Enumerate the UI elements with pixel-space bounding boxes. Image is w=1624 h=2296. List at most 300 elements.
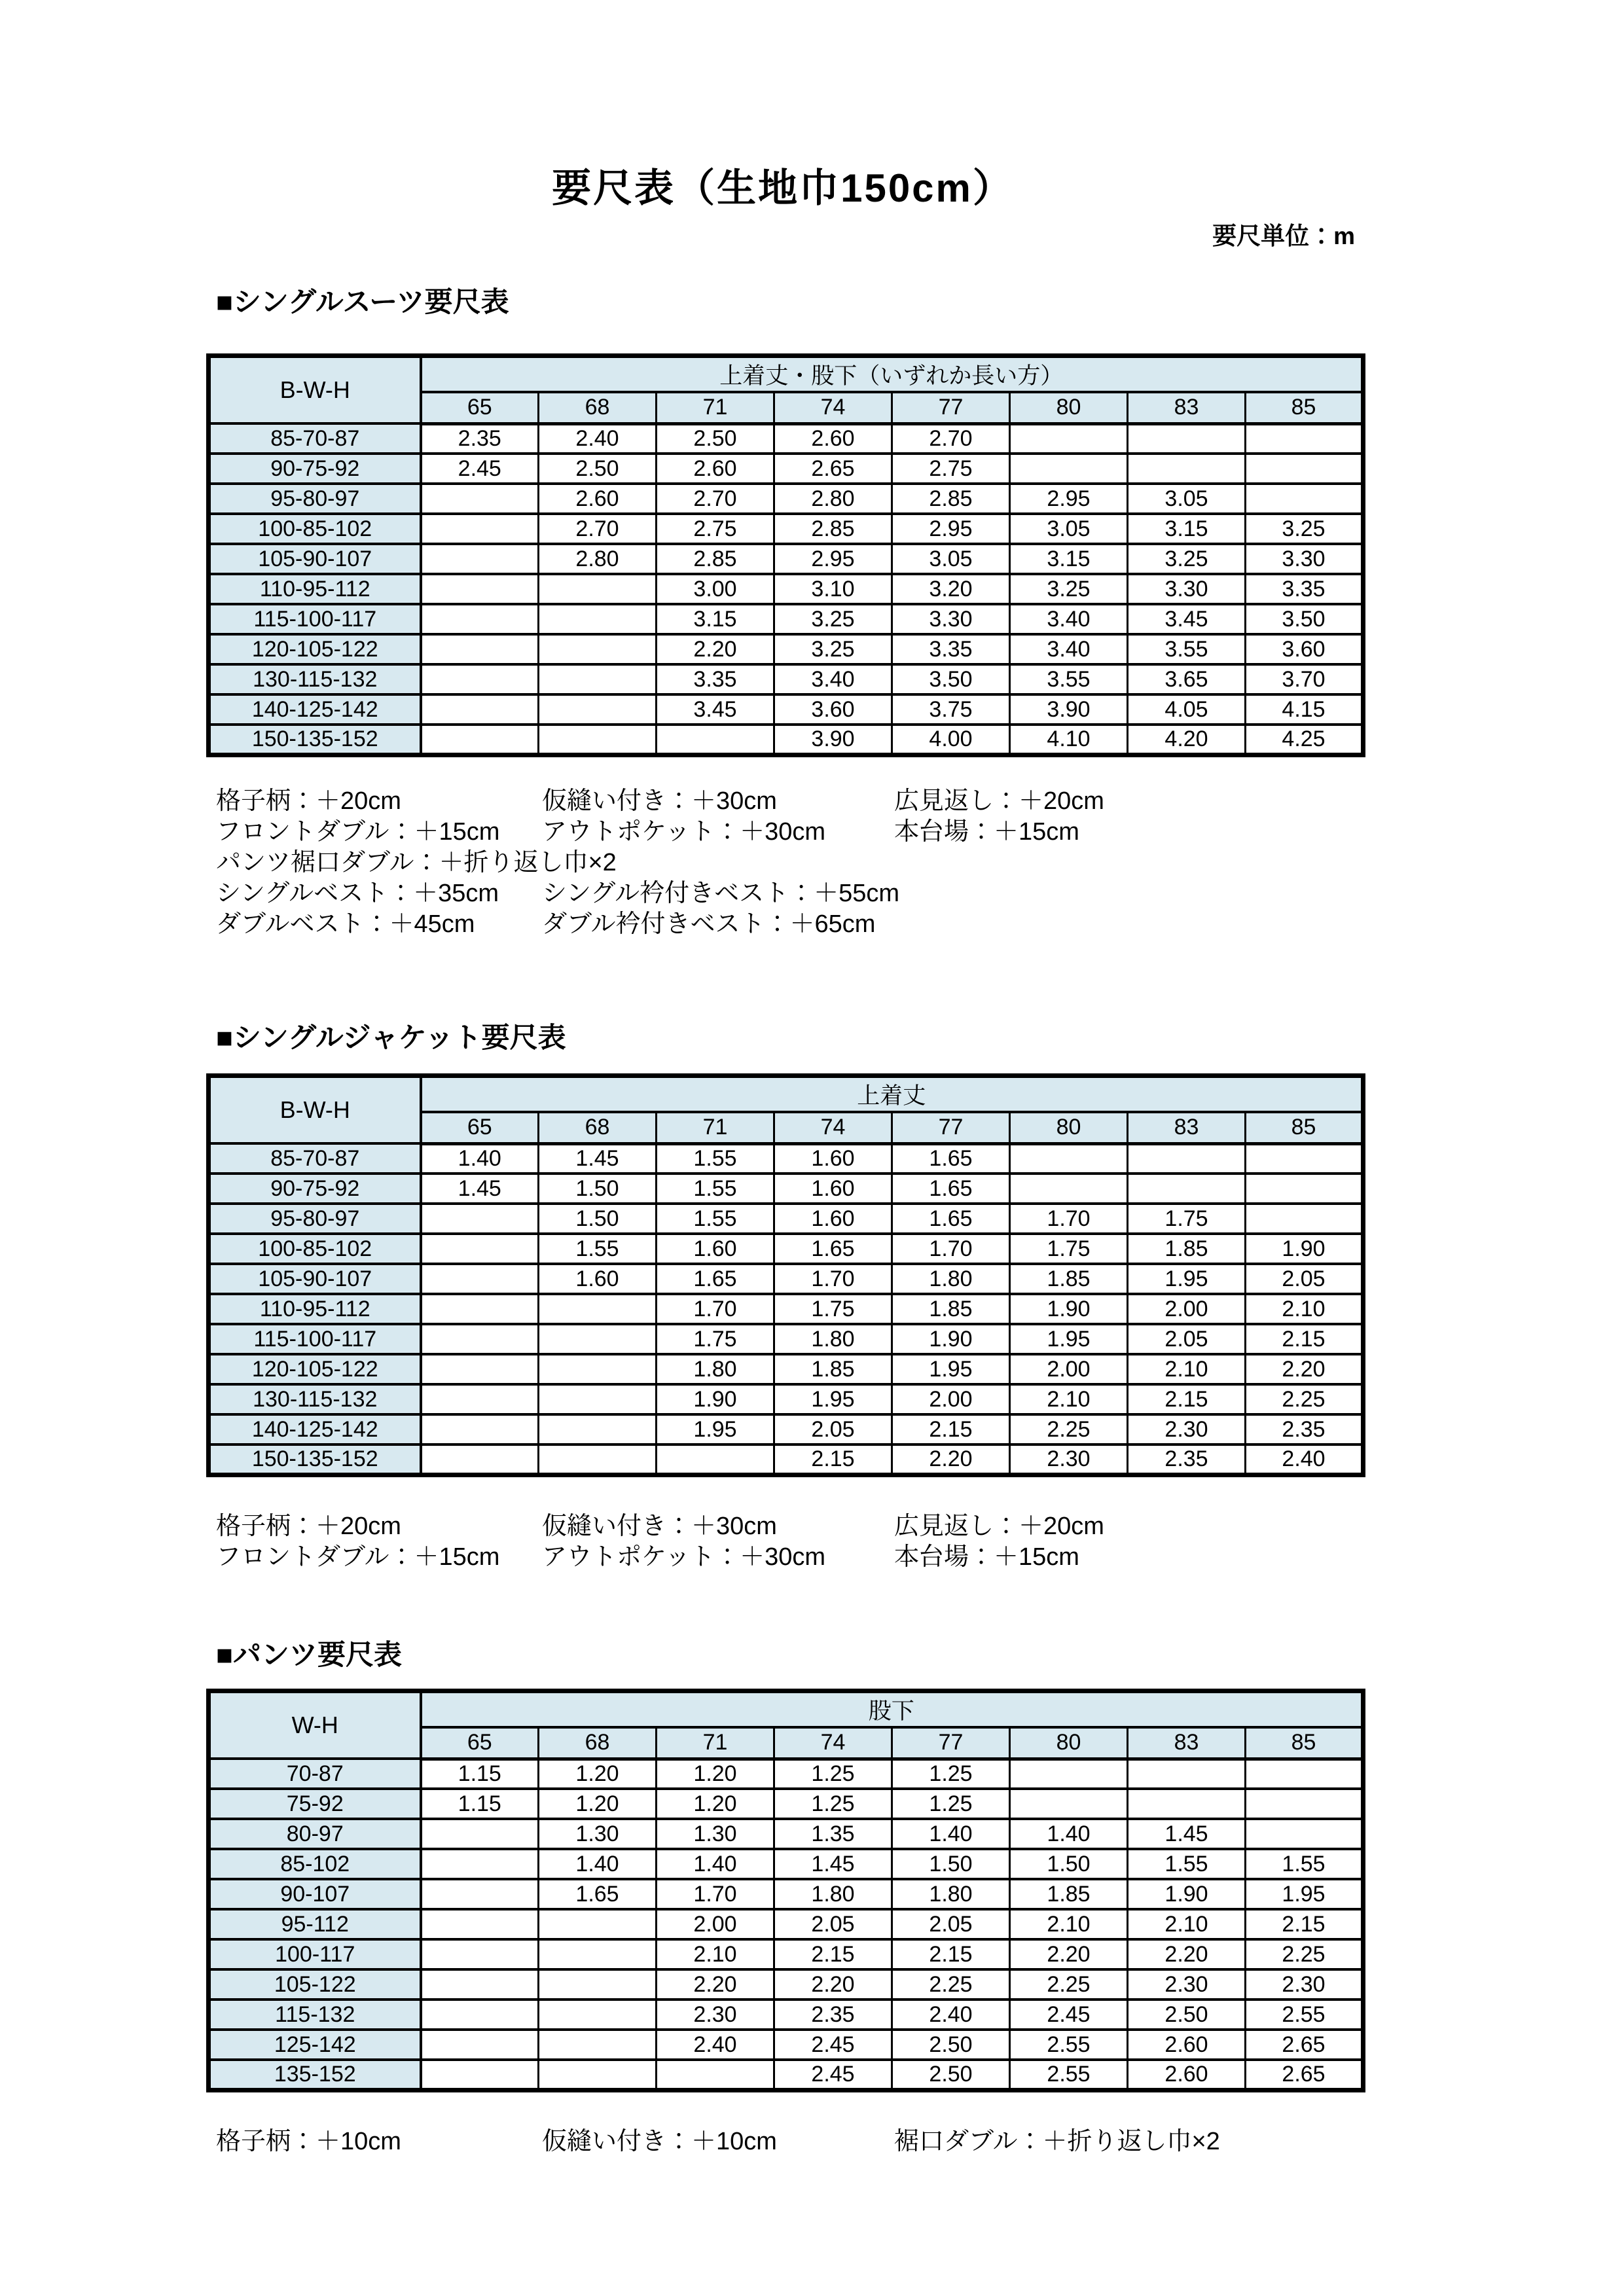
size-header-cell: 65 [421, 1112, 539, 1143]
value-cell: 3.05 [1010, 514, 1128, 544]
row-header-cell: W-H [209, 1691, 421, 1759]
value-cell: 4.00 [892, 725, 1010, 755]
value-cell: 1.80 [774, 1879, 892, 1909]
value-cell: 2.30 [657, 2000, 774, 2030]
value-cell [421, 1234, 539, 1264]
size-header-cell: 80 [1010, 1727, 1128, 1759]
value-cell [539, 1354, 657, 1384]
value-cell: 2.00 [1010, 1354, 1128, 1384]
table-row [209, 2000, 1363, 2030]
value-cell: 2.95 [1010, 484, 1128, 514]
value-cell: 3.30 [892, 604, 1010, 634]
table-row [209, 1909, 1363, 1939]
value-cell [539, 1909, 657, 1939]
value-cell: 1.45 [421, 1174, 539, 1204]
value-cell [539, 574, 657, 604]
note-line [216, 1536, 1460, 1571]
table-row [209, 1759, 1363, 1789]
value-cell: 1.95 [1246, 1879, 1363, 1909]
value-cell: 4.05 [1128, 694, 1246, 725]
value-cell [539, 1324, 657, 1354]
value-cell [1010, 423, 1128, 454]
value-cell: 3.05 [892, 544, 1010, 574]
value-cell: 2.75 [657, 514, 774, 544]
value-cell: 1.90 [1010, 1294, 1128, 1324]
note-item: シングル衿付きベスト：＋55cm [542, 880, 900, 907]
note-item: フロントダブル：＋15cm [216, 1543, 500, 1571]
value-cell: 1.85 [1010, 1879, 1128, 1909]
value-cell: 2.65 [1246, 2060, 1363, 2090]
value-cell: 1.80 [657, 1354, 774, 1384]
table-row [209, 574, 1363, 604]
pants-notes [216, 2121, 1460, 2155]
value-cell: 2.25 [892, 1969, 1010, 2000]
value-cell [1128, 423, 1246, 454]
value-cell: 1.40 [657, 1849, 774, 1879]
value-cell: 2.15 [774, 1444, 892, 1475]
value-cell: 2.05 [1128, 1324, 1246, 1354]
note-item: 仮縫い付き：＋30cm [542, 1513, 777, 1540]
value-cell: 2.50 [892, 2030, 1010, 2060]
value-cell: 2.10 [1128, 1354, 1246, 1384]
value-cell: 1.20 [539, 1759, 657, 1789]
value-cell [539, 1294, 657, 1324]
value-cell: 3.35 [1246, 574, 1363, 604]
value-cell [539, 1384, 657, 1414]
value-cell [1010, 1789, 1128, 1819]
table-row [209, 664, 1363, 694]
value-cell [1010, 1143, 1128, 1174]
table-row [209, 1143, 1363, 1174]
table-row [209, 1234, 1363, 1264]
value-cell [421, 2000, 539, 2030]
note-item: 仮縫い付き：＋10cm [542, 2128, 777, 2155]
value-cell: 2.45 [421, 454, 539, 484]
size-header-cell: 71 [657, 392, 774, 423]
value-cell: 2.60 [774, 423, 892, 454]
value-cell: 4.25 [1246, 725, 1363, 755]
size-header-cell: 68 [539, 1727, 657, 1759]
value-cell: 3.55 [1010, 664, 1128, 694]
size-header-cell: 85 [1246, 392, 1363, 423]
row-label-cell: 100-117 [209, 1939, 421, 1969]
value-cell [421, 1354, 539, 1384]
row-label-cell: 150-135-152 [209, 725, 421, 755]
table-body [209, 1143, 1363, 1475]
value-cell [1246, 484, 1363, 514]
row-label-cell: 125-142 [209, 2030, 421, 2060]
value-cell: 2.85 [892, 484, 1010, 514]
value-cell [421, 514, 539, 544]
value-cell: 2.10 [1010, 1384, 1128, 1414]
row-label-cell: 135-152 [209, 2060, 421, 2090]
table-row [209, 2030, 1363, 2060]
value-cell: 1.50 [1010, 1849, 1128, 1879]
table-body [209, 1759, 1363, 2090]
section-heading-pants: ■パンツ要尺表 [216, 1640, 402, 1671]
value-cell: 2.50 [892, 2060, 1010, 2090]
value-cell: 3.50 [1246, 604, 1363, 634]
size-header-cell: 77 [892, 1727, 1010, 1759]
value-cell [1246, 423, 1363, 454]
value-cell: 1.40 [539, 1849, 657, 1879]
table-row [209, 1444, 1363, 1475]
span-header-cell: 上着丈 [421, 1076, 1363, 1113]
value-cell: 2.65 [1246, 2030, 1363, 2060]
value-cell: 3.70 [1246, 664, 1363, 694]
size-header-cell: 74 [774, 1112, 892, 1143]
value-cell: 3.40 [1010, 604, 1128, 634]
value-cell: 1.65 [892, 1143, 1010, 1174]
value-cell [421, 484, 539, 514]
value-cell: 3.30 [1128, 574, 1246, 604]
value-cell [1246, 1789, 1363, 1819]
header-row-span [209, 1691, 1363, 1728]
value-cell: 1.55 [657, 1143, 774, 1174]
size-header-cell: 65 [421, 1727, 539, 1759]
value-cell: 2.00 [892, 1384, 1010, 1414]
jacket-table [206, 1073, 1365, 1477]
value-cell: 1.75 [657, 1324, 774, 1354]
value-cell: 2.20 [1010, 1939, 1128, 1969]
value-cell [657, 1444, 774, 1475]
table-body [209, 423, 1363, 755]
value-cell: 1.40 [1010, 1819, 1128, 1849]
note-item: 裾口ダブル：＋折り返し巾×2 [894, 2128, 1220, 2155]
value-cell: 2.30 [1010, 1444, 1128, 1475]
value-cell: 2.60 [657, 454, 774, 484]
note-item: 格子柄：＋10cm [216, 2128, 401, 2155]
section-heading-suit: ■シングルスーツ要尺表 [216, 287, 509, 318]
table-row [209, 423, 1363, 454]
value-cell [421, 1909, 539, 1939]
value-cell: 1.20 [539, 1789, 657, 1819]
note-item: フロントダブル：＋15cm [216, 818, 500, 846]
row-label-cell: 130-115-132 [209, 664, 421, 694]
value-cell: 1.70 [657, 1294, 774, 1324]
table-row [209, 694, 1363, 725]
value-cell: 1.65 [774, 1234, 892, 1264]
value-cell: 2.10 [1010, 1909, 1128, 1939]
value-cell: 2.15 [1246, 1909, 1363, 1939]
row-label-cell: 90-75-92 [209, 1174, 421, 1204]
value-cell: 1.50 [539, 1204, 657, 1234]
value-cell [421, 694, 539, 725]
value-cell: 1.65 [892, 1174, 1010, 1204]
row-label-cell: 100-85-102 [209, 514, 421, 544]
size-header-cell: 71 [657, 1112, 774, 1143]
value-cell [1246, 1174, 1363, 1204]
value-cell: 1.95 [1010, 1324, 1128, 1354]
value-cell: 2.95 [892, 514, 1010, 544]
value-cell: 1.75 [774, 1294, 892, 1324]
note-item: アウトポケット：＋30cm [542, 1543, 826, 1571]
value-cell [657, 725, 774, 755]
value-cell: 2.20 [657, 634, 774, 664]
value-cell [421, 1879, 539, 1909]
value-cell: 2.35 [774, 2000, 892, 2030]
header-row-span [209, 356, 1363, 393]
table-row [209, 1384, 1363, 1414]
value-cell [1246, 1204, 1363, 1234]
value-cell [539, 2060, 657, 2090]
value-cell [421, 1819, 539, 1849]
table-row [209, 1414, 1363, 1444]
value-cell: 2.05 [892, 1909, 1010, 1939]
value-cell: 2.80 [539, 544, 657, 574]
value-cell: 2.70 [892, 423, 1010, 454]
value-cell [421, 1204, 539, 1234]
value-cell [539, 634, 657, 664]
value-cell: 2.75 [892, 454, 1010, 484]
value-cell [1246, 1759, 1363, 1789]
value-cell: 3.65 [1128, 664, 1246, 694]
value-cell [1010, 1174, 1128, 1204]
header-row-span [209, 1076, 1363, 1113]
row-label-cell: 85-102 [209, 1849, 421, 1879]
value-cell [421, 2060, 539, 2090]
value-cell: 1.70 [1010, 1204, 1128, 1234]
span-header-cell: 上着丈・股下（いずれか長い方） [421, 356, 1363, 393]
value-cell [539, 2030, 657, 2060]
value-cell [539, 1969, 657, 2000]
value-cell: 2.40 [539, 423, 657, 454]
value-cell: 1.25 [892, 1789, 1010, 1819]
value-cell: 2.35 [421, 423, 539, 454]
value-cell: 2.45 [1010, 2000, 1128, 2030]
value-cell: 2.80 [774, 484, 892, 514]
value-cell: 3.40 [1010, 634, 1128, 664]
value-cell: 1.30 [657, 1819, 774, 1849]
value-cell [421, 544, 539, 574]
table-row [209, 1294, 1363, 1324]
value-cell [539, 664, 657, 694]
value-cell: 2.50 [1128, 2000, 1246, 2030]
value-cell [539, 725, 657, 755]
value-cell: 2.85 [657, 544, 774, 574]
size-header-cell: 74 [774, 1727, 892, 1759]
table-row [209, 1789, 1363, 1819]
value-cell: 1.60 [657, 1234, 774, 1264]
value-cell: 1.20 [657, 1759, 774, 1789]
size-header-cell: 65 [421, 392, 539, 423]
value-cell: 2.55 [1010, 2030, 1128, 2060]
unit-note: 要尺単位：m [1212, 223, 1355, 249]
table-row [209, 1264, 1363, 1294]
note-item: 広見返し：＋20cm [894, 787, 1104, 815]
value-cell [1128, 1759, 1246, 1789]
size-header-cell: 74 [774, 392, 892, 423]
row-label-cell: 90-107 [209, 1879, 421, 1909]
row-label-cell: 85-70-87 [209, 423, 421, 454]
row-label-cell: 150-135-152 [209, 1444, 421, 1475]
value-cell: 1.90 [657, 1384, 774, 1414]
row-label-cell: 105-122 [209, 1969, 421, 2000]
value-cell: 2.45 [774, 2030, 892, 2060]
value-cell [1010, 454, 1128, 484]
value-cell: 2.25 [1010, 1969, 1128, 2000]
value-cell: 1.45 [774, 1849, 892, 1879]
value-cell: 3.25 [774, 604, 892, 634]
value-cell: 3.35 [892, 634, 1010, 664]
value-cell: 3.45 [1128, 604, 1246, 634]
note-item: 格子柄：＋20cm [216, 787, 401, 815]
value-cell: 2.30 [1128, 1414, 1246, 1444]
row-label-cell: 115-132 [209, 2000, 421, 2030]
size-header-cell: 83 [1128, 1112, 1246, 1143]
value-cell: 2.55 [1246, 2000, 1363, 2030]
value-cell: 3.35 [657, 664, 774, 694]
value-cell: 2.00 [657, 1909, 774, 1939]
row-label-cell: 110-95-112 [209, 574, 421, 604]
value-cell: 1.30 [539, 1819, 657, 1849]
value-cell: 1.95 [774, 1384, 892, 1414]
size-header-cell: 83 [1128, 1727, 1246, 1759]
size-header-cell: 68 [539, 392, 657, 423]
value-cell [421, 664, 539, 694]
table-row [209, 484, 1363, 514]
value-cell: 1.55 [657, 1174, 774, 1204]
table-row [209, 1174, 1363, 1204]
value-cell: 3.45 [657, 694, 774, 725]
size-header-cell: 68 [539, 1112, 657, 1143]
value-cell [421, 1264, 539, 1294]
value-cell [539, 1939, 657, 1969]
note-line [216, 811, 1460, 846]
size-header-cell: 85 [1246, 1112, 1363, 1143]
value-cell: 1.50 [539, 1174, 657, 1204]
row-label-cell: 75-92 [209, 1789, 421, 1819]
value-cell: 2.50 [657, 423, 774, 454]
value-cell: 2.30 [1128, 1969, 1246, 2000]
value-cell: 3.50 [892, 664, 1010, 694]
value-cell: 2.70 [657, 484, 774, 514]
note-line [216, 903, 1460, 938]
table-head [209, 1076, 1363, 1144]
span-header-cell: 股下 [421, 1691, 1363, 1728]
value-cell: 3.15 [657, 604, 774, 634]
value-cell [539, 2000, 657, 2030]
table-row [209, 604, 1363, 634]
value-cell: 1.55 [1246, 1849, 1363, 1879]
value-cell [1246, 1819, 1363, 1849]
row-label-cell: 120-105-122 [209, 634, 421, 664]
value-cell [421, 1414, 539, 1444]
value-cell: 1.90 [1246, 1234, 1363, 1264]
value-cell: 2.25 [1246, 1939, 1363, 1969]
value-cell: 1.70 [774, 1264, 892, 1294]
section-heading-jacket: ■シングルジャケット要尺表 [216, 1022, 566, 1054]
value-cell: 2.65 [774, 454, 892, 484]
value-cell: 1.15 [421, 1789, 539, 1819]
value-cell: 3.55 [1128, 634, 1246, 664]
table-row [209, 1969, 1363, 2000]
value-cell: 3.90 [1010, 694, 1128, 725]
note-line [216, 780, 1460, 815]
value-cell: 1.40 [421, 1143, 539, 1174]
value-cell: 1.65 [539, 1879, 657, 1909]
value-cell: 2.50 [539, 454, 657, 484]
value-cell: 1.60 [539, 1264, 657, 1294]
value-cell: 1.95 [892, 1354, 1010, 1384]
note-item: 本台場：＋15cm [894, 1543, 1079, 1571]
value-cell: 2.60 [1128, 2030, 1246, 2060]
value-cell: 2.20 [892, 1444, 1010, 1475]
value-cell: 1.45 [539, 1143, 657, 1174]
jacket-notes [216, 1505, 1460, 1571]
value-cell: 3.60 [1246, 634, 1363, 664]
table-row [209, 2060, 1363, 2090]
note-item: 仮縫い付き：＋30cm [542, 787, 777, 815]
value-cell: 2.40 [657, 2030, 774, 2060]
page-title: 要尺表（生地巾150cm） [552, 166, 1014, 210]
value-cell: 4.20 [1128, 725, 1246, 755]
value-cell: 2.05 [774, 1909, 892, 1939]
table-row [209, 634, 1363, 664]
value-cell: 3.10 [774, 574, 892, 604]
value-cell: 2.85 [774, 514, 892, 544]
value-cell: 1.65 [892, 1204, 1010, 1234]
value-cell: 3.25 [1010, 574, 1128, 604]
value-cell: 2.20 [1246, 1354, 1363, 1384]
table-row [209, 1939, 1363, 1969]
row-label-cell: 90-75-92 [209, 454, 421, 484]
note-line [216, 2121, 1460, 2155]
note-item: パンツ裾口ダブル：＋折り返し巾×2 [216, 849, 617, 876]
value-cell: 1.80 [892, 1879, 1010, 1909]
row-label-cell: 80-97 [209, 1819, 421, 1849]
value-cell [421, 604, 539, 634]
value-cell: 1.75 [1128, 1204, 1246, 1234]
size-header-cell: 80 [1010, 1112, 1128, 1143]
pants-table [206, 1689, 1365, 2092]
row-label-cell: 140-125-142 [209, 1414, 421, 1444]
value-cell: 2.10 [657, 1939, 774, 1969]
value-cell [657, 2060, 774, 2090]
table-row [209, 1204, 1363, 1234]
value-cell [421, 1849, 539, 1879]
value-cell [539, 1444, 657, 1475]
row-label-cell: 120-105-122 [209, 1354, 421, 1384]
value-cell: 2.20 [657, 1969, 774, 2000]
value-cell: 2.15 [892, 1939, 1010, 1969]
size-header-cell: 77 [892, 1112, 1010, 1143]
row-label-cell: 115-100-117 [209, 604, 421, 634]
value-cell: 2.45 [774, 2060, 892, 2090]
value-cell: 2.35 [1128, 1444, 1246, 1475]
value-cell: 3.20 [892, 574, 1010, 604]
value-cell: 2.25 [1246, 1384, 1363, 1414]
value-cell: 2.95 [774, 544, 892, 574]
value-cell: 1.85 [1010, 1264, 1128, 1294]
value-cell [421, 1324, 539, 1354]
value-cell: 1.85 [1128, 1234, 1246, 1264]
note-line [216, 842, 1460, 876]
value-cell: 3.15 [1128, 514, 1246, 544]
row-label-cell: 70-87 [209, 1759, 421, 1789]
size-header-cell: 77 [892, 392, 1010, 423]
value-cell: 1.80 [774, 1324, 892, 1354]
value-cell: 2.15 [1128, 1384, 1246, 1414]
value-cell: 1.85 [774, 1354, 892, 1384]
row-header-cell: B-W-H [209, 356, 421, 424]
row-label-cell: 85-70-87 [209, 1143, 421, 1174]
note-item: 格子柄：＋20cm [216, 1513, 401, 1540]
value-cell [1246, 1143, 1363, 1174]
value-cell: 2.05 [774, 1414, 892, 1444]
value-cell: 1.25 [774, 1759, 892, 1789]
value-cell: 1.45 [1128, 1819, 1246, 1849]
